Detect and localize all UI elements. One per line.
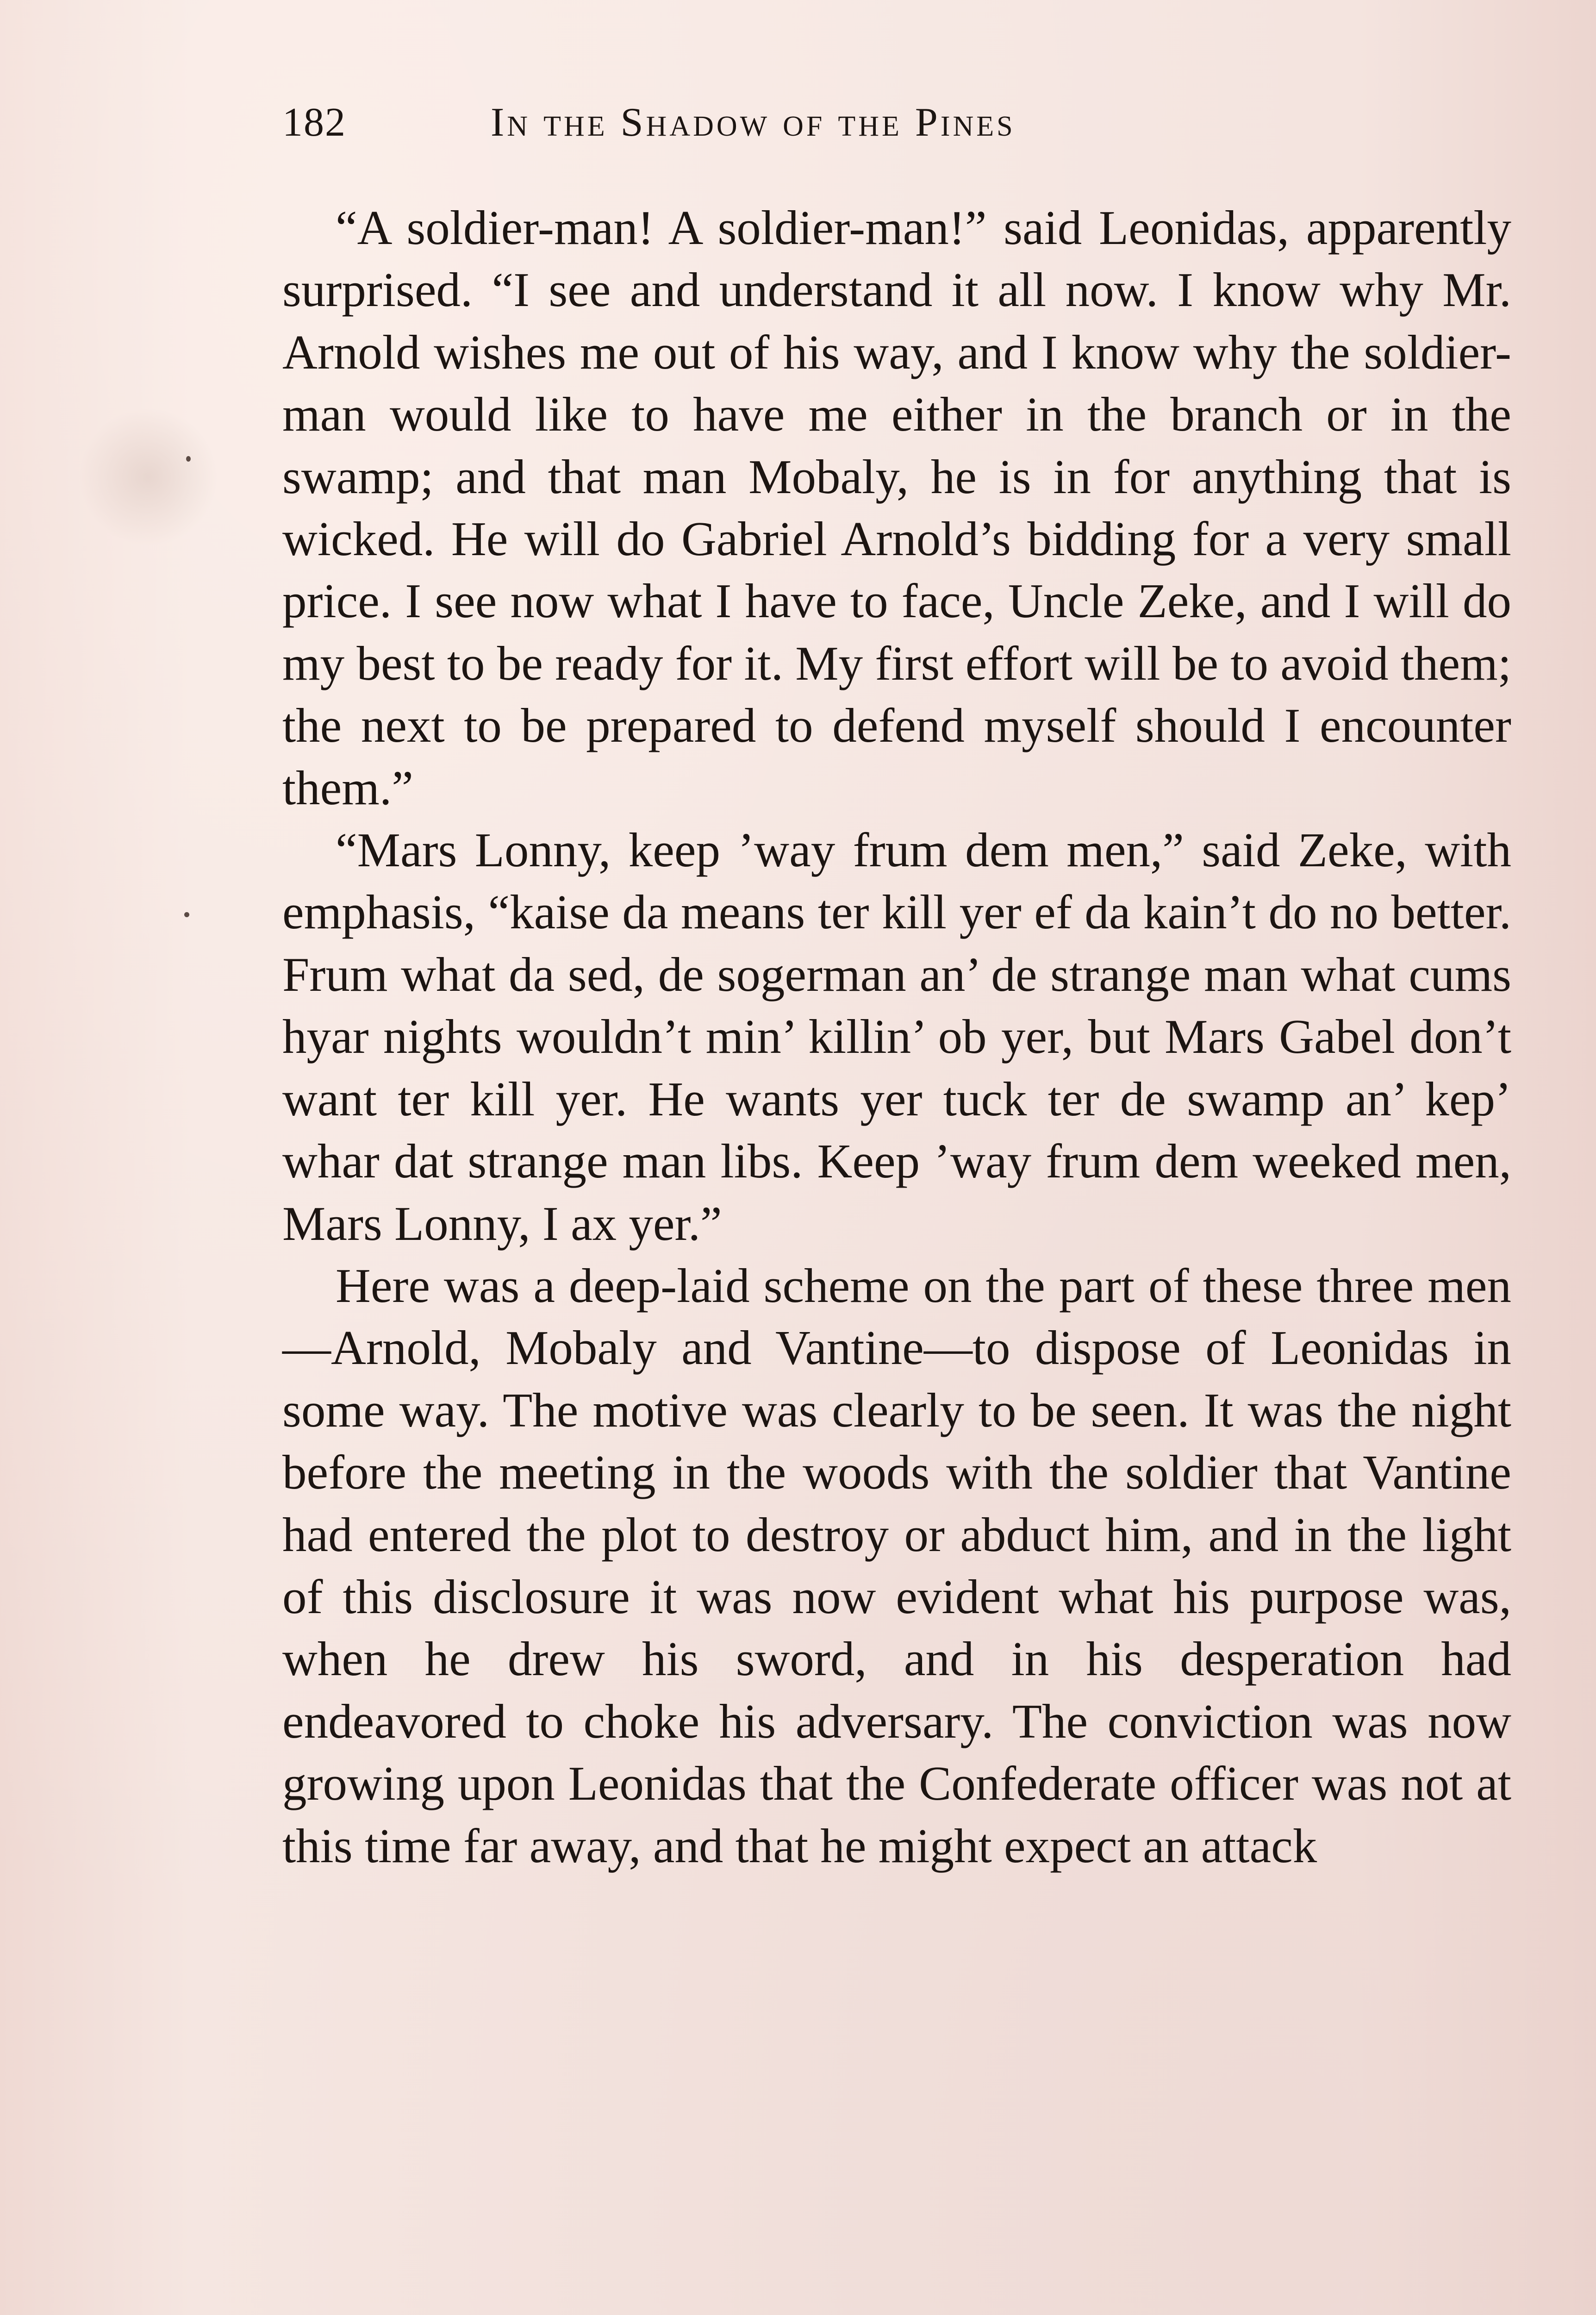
paragraph: “A soldier-man! A soldier-man!” said Leonidas, apparently surprised. “I see and understand it all now. I know why Mr. Arnold wishes me out of his way, and I know why the soldier-man would like to have me either in the branch or in the swamp; and that man Mobaly, he is in for anything that is wicked. He will do Gabriel Arnold’s bidding for a very small price. I see now what I have to face, Uncle Zeke, and I will do my best to be ready for it. My first effort will be to avoid them; the next to be prepared to defend myself should I encounter them.”: [282, 200, 1511, 815]
paragraph: Here was a deep-laid scheme on the part of these three men—Arnold, Mobaly and Vantine—to dispose of Leonidas in some way. The motive was clearly to be seen. It was the night before the meeting in the woods with the soldier that Vantine had entered the plot to destroy or abduct him, and in the light of this disclosure it was now evident what his purpose was, when he drew his sword, and in his desperation had endeavored to choke his adversary. The conviction was now growing upon Leonidas that the Confederate officer was not at this time far away, and that he might expect an attack: [282, 1258, 1511, 1873]
running-head: [282, 95, 1514, 150]
ink-speck: [186, 456, 191, 462]
page-number: 182: [282, 100, 346, 145]
body-text: [282, 197, 1511, 1877]
ink-speck: [184, 912, 189, 917]
paper-stain: [79, 407, 218, 546]
paragraph: “Mars Lonny, keep ’way frum dem men,” said Zeke, with emphasis, “kaise da means ter kill yer ef da kain’t do no better. Frum what da sed, de sogerman an’ de strange man what cums hyar nights wouldn’t min’ killin’ ob yer, but Mars Gabel don’t want ter kill yer. He wants yer tuck ter de swamp an’ kep’ whar dat strange man libs. Keep ’way frum dem weeked men, Mars Lonny, I ax yer.”: [282, 823, 1511, 1251]
running-title: In the Shadow of the Pines: [491, 100, 1016, 145]
